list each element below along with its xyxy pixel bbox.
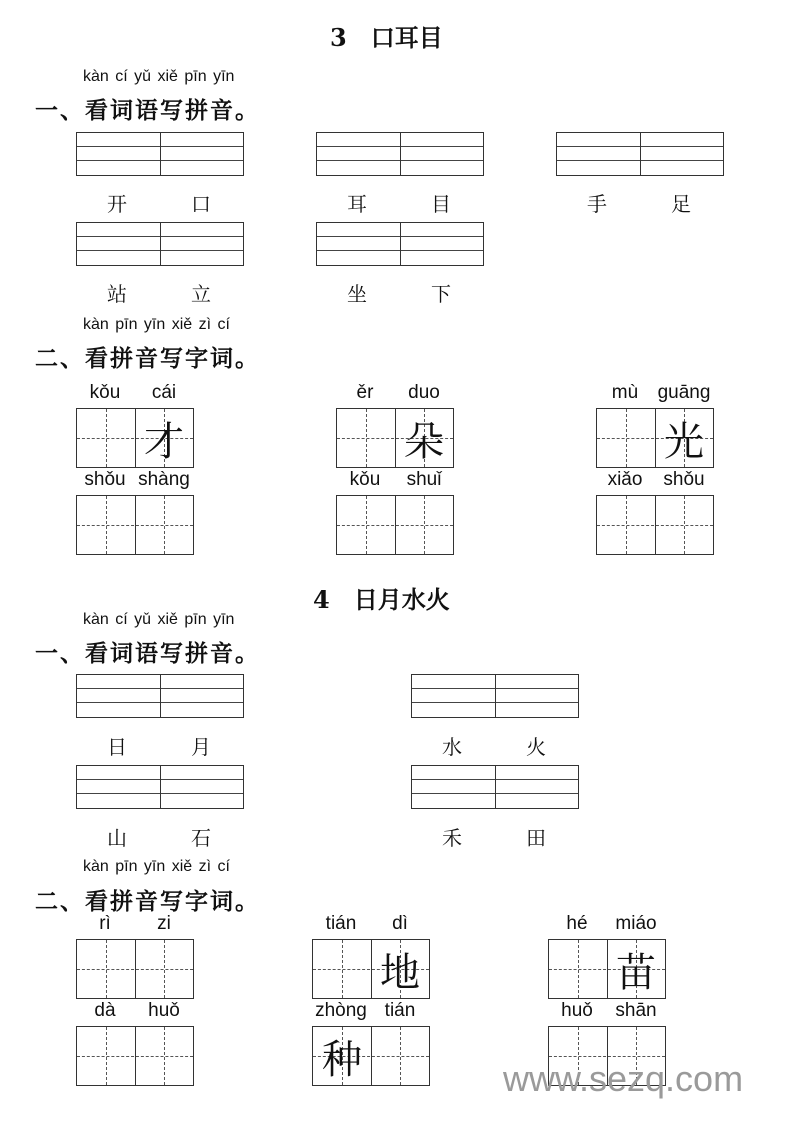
word-character: 田 xyxy=(526,826,546,850)
tianzige-writing-box[interactable] xyxy=(336,495,454,555)
given-character xyxy=(135,496,193,554)
grid-divider xyxy=(640,133,641,175)
tianzige-writing-box[interactable] xyxy=(76,939,194,999)
grid-divider xyxy=(160,675,161,717)
word-character: 足 xyxy=(671,192,691,216)
tianzige-writing-box[interactable] xyxy=(336,408,454,468)
pinyin-syllable: cái xyxy=(151,382,177,403)
given-character xyxy=(77,496,135,554)
heading-pinyin: kàn cí yǔ xiě pīn yīn xyxy=(83,611,235,628)
given-character xyxy=(135,940,193,998)
lesson-title: 4 日月水火 xyxy=(313,585,450,614)
pinyin-syllable: mù xyxy=(611,382,639,403)
word-character: 开 xyxy=(107,192,127,216)
pinyin-syllable: shān xyxy=(615,1000,657,1021)
word-character: 口 xyxy=(191,192,211,216)
word-character: 坐 xyxy=(347,282,367,306)
pinyin-syllable: huǒ xyxy=(148,1000,180,1021)
pinyin-syllable: ěr xyxy=(356,382,374,403)
given-character: 苗 xyxy=(616,949,656,996)
pinyin-syllable: tián xyxy=(325,913,357,934)
pinyin-syllable: shàng xyxy=(138,469,190,490)
pinyin-syllable: huǒ xyxy=(561,1000,593,1021)
section-heading: 一、看词语写拼音。 xyxy=(35,98,260,124)
grid-divider xyxy=(495,766,496,808)
pinyin-syllable: zi xyxy=(157,913,171,934)
pinyin-writing-box[interactable] xyxy=(411,674,579,718)
section-heading: 一、看词语写拼音。 xyxy=(35,641,260,667)
given-character xyxy=(371,1027,429,1085)
given-character xyxy=(597,496,655,554)
given-character xyxy=(337,409,395,467)
given-character xyxy=(313,940,371,998)
pinyin-syllable: shǒu xyxy=(84,469,126,490)
word-character: 月 xyxy=(191,735,211,759)
tianzige-writing-box[interactable] xyxy=(76,495,194,555)
given-character xyxy=(77,940,135,998)
grid-divider xyxy=(400,223,401,265)
given-character xyxy=(597,409,655,467)
tianzige-writing-box[interactable] xyxy=(596,408,714,468)
given-character xyxy=(655,496,713,554)
pinyin-writing-box[interactable] xyxy=(76,765,244,809)
pinyin-syllable: miáo xyxy=(615,913,657,934)
lesson-title: 3 口耳目 xyxy=(330,23,443,52)
pinyin-syllable: kǒu xyxy=(349,469,381,490)
heading-pinyin: kàn pīn yīn xiě zì cí xyxy=(83,858,230,875)
section-heading: 二、看拼音写字词。 xyxy=(35,346,260,372)
word-character: 水 xyxy=(442,735,462,759)
pinyin-writing-box[interactable] xyxy=(316,222,484,266)
given-character: 朵 xyxy=(404,418,444,465)
pinyin-syllable: shǒu xyxy=(663,469,705,490)
grid-divider xyxy=(160,223,161,265)
tianzige-writing-box[interactable] xyxy=(312,939,430,999)
given-character: 光 xyxy=(664,418,704,465)
section-heading: 二、看拼音写字词。 xyxy=(35,889,260,915)
word-character: 山 xyxy=(107,826,127,850)
pinyin-syllable: shuǐ xyxy=(406,469,442,490)
pinyin-syllable: guāng xyxy=(657,382,711,403)
pinyin-syllable: rì xyxy=(99,913,111,934)
pinyin-syllable: xiǎo xyxy=(607,469,643,490)
given-character xyxy=(337,496,395,554)
pinyin-writing-box[interactable] xyxy=(316,132,484,176)
word-character: 立 xyxy=(191,282,211,306)
word-character: 禾 xyxy=(442,826,462,850)
tianzige-writing-box[interactable] xyxy=(548,939,666,999)
given-character xyxy=(77,409,135,467)
word-character: 火 xyxy=(526,735,546,759)
grid-divider xyxy=(400,133,401,175)
given-character xyxy=(77,1027,135,1085)
given-character xyxy=(395,496,453,554)
tianzige-writing-box[interactable] xyxy=(76,408,194,468)
pinyin-writing-box[interactable] xyxy=(556,132,724,176)
heading-pinyin: kàn pīn yīn xiě zì cí xyxy=(83,316,230,333)
given-character: 地 xyxy=(380,949,420,996)
pinyin-writing-box[interactable] xyxy=(411,765,579,809)
word-character: 日 xyxy=(107,735,127,759)
heading-pinyin: kàn cí yǔ xiě pīn yīn xyxy=(83,68,235,85)
grid-divider xyxy=(160,133,161,175)
pinyin-syllable: dà xyxy=(94,1000,116,1021)
grid-divider xyxy=(495,675,496,717)
word-character: 下 xyxy=(431,282,451,306)
pinyin-writing-box[interactable] xyxy=(76,674,244,718)
pinyin-syllable: dì xyxy=(392,913,408,934)
grid-divider xyxy=(160,766,161,808)
tianzige-writing-box[interactable] xyxy=(76,1026,194,1086)
watermark: www.sezq.com xyxy=(503,1058,744,1099)
word-character: 目 xyxy=(431,192,451,216)
word-character: 站 xyxy=(107,282,127,306)
tianzige-writing-box[interactable] xyxy=(312,1026,430,1086)
tianzige-writing-box[interactable] xyxy=(596,495,714,555)
pinyin-writing-box[interactable] xyxy=(76,132,244,176)
pinyin-syllable: tián xyxy=(384,1000,416,1021)
word-character: 手 xyxy=(587,192,607,216)
word-character: 耳 xyxy=(347,192,367,216)
word-character: 石 xyxy=(191,826,211,850)
given-character xyxy=(135,1027,193,1085)
given-character: 种 xyxy=(322,1036,362,1083)
given-character: 才 xyxy=(144,418,184,465)
pinyin-writing-box[interactable] xyxy=(76,222,244,266)
pinyin-syllable: kǒu xyxy=(89,382,121,403)
pinyin-syllable: zhòng xyxy=(315,1000,367,1021)
pinyin-syllable: hé xyxy=(566,913,588,934)
pinyin-syllable: duo xyxy=(408,382,440,403)
given-character xyxy=(549,940,607,998)
